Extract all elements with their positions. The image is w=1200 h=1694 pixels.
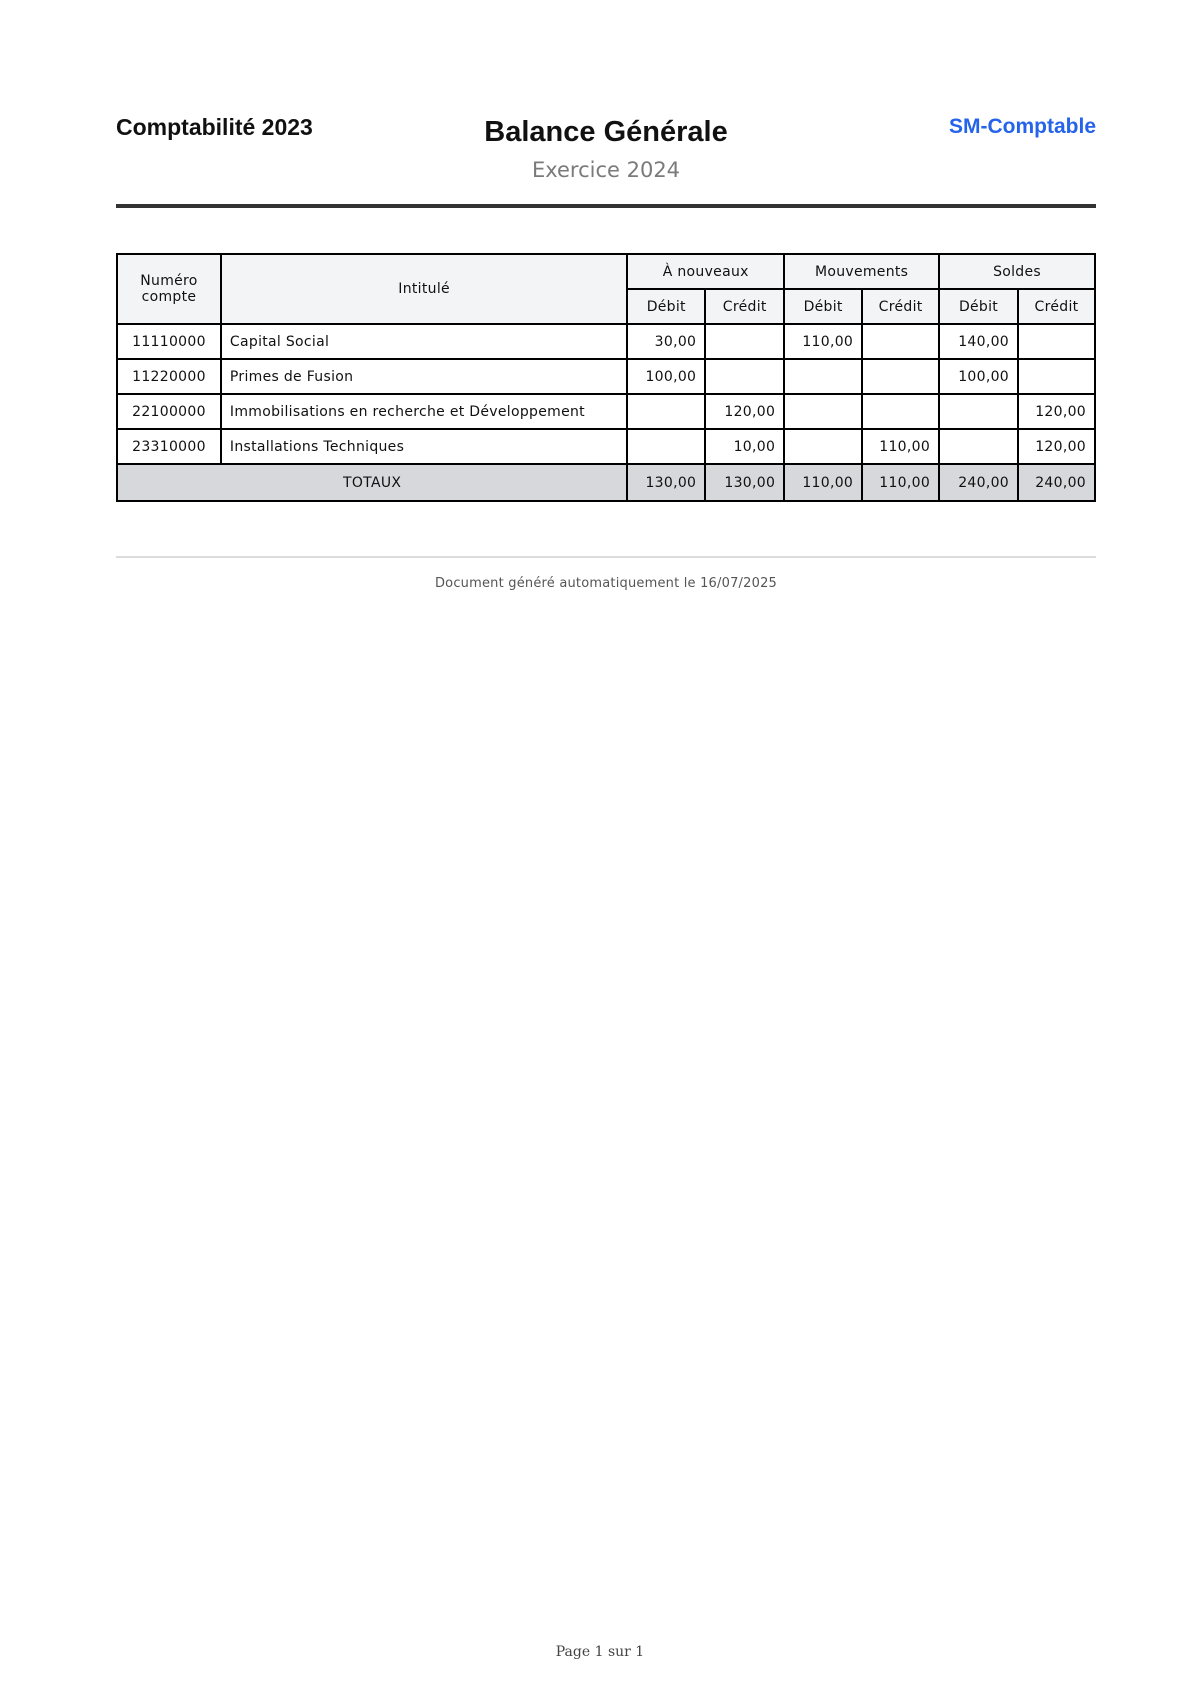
header-divider: [116, 204, 1096, 208]
header-credit: Crédit: [862, 289, 939, 324]
account-number-cell: 22100000: [117, 394, 221, 429]
header-credit: Crédit: [705, 289, 784, 324]
solde-credit-cell: [1018, 324, 1095, 359]
an-debit-cell: [627, 394, 705, 429]
header-group-a-nouveaux: À nouveaux: [627, 254, 784, 289]
mvt-credit-cell: 110,00: [862, 429, 939, 464]
an-credit-cell: 120,00: [705, 394, 784, 429]
account-label-cell: Immobilisations en recherche et Développement: [221, 394, 627, 429]
table-row: [117, 394, 1095, 429]
total-mvt-credit: 110,00: [862, 464, 939, 501]
mvt-debit-cell: [784, 359, 862, 394]
account-label-cell: Primes de Fusion: [221, 359, 627, 394]
an-credit-cell: 10,00: [705, 429, 784, 464]
header-label: Intitulé: [221, 254, 627, 324]
balance-table: [116, 253, 1096, 502]
account-number-cell: 23310000: [117, 429, 221, 464]
document-title: Balance Générale: [484, 116, 728, 148]
account-number-cell: 11110000: [117, 324, 221, 359]
header-group-mouvements: Mouvements: [784, 254, 939, 289]
header-group-soldes: Soldes: [939, 254, 1095, 289]
document-subtitle: Exercice 2024: [531, 158, 681, 182]
account-label-cell: Installations Techniques: [221, 429, 627, 464]
footer-divider: [116, 556, 1096, 558]
brand-name: SM-Comptable: [949, 115, 1096, 138]
total-an-credit: 130,00: [705, 464, 784, 501]
table-row: [117, 324, 1095, 359]
solde-debit-cell: 140,00: [939, 324, 1018, 359]
account-number-cell: 11220000: [117, 359, 221, 394]
header-debit: Débit: [627, 289, 705, 324]
generated-note: Document généré automatiquement le 16/07/2025: [434, 576, 778, 591]
total-an-debit: 130,00: [627, 464, 705, 501]
solde-credit-cell: 120,00: [1018, 394, 1095, 429]
mvt-debit-cell: 110,00: [784, 324, 862, 359]
an-credit-cell: [705, 359, 784, 394]
an-debit-cell: [627, 429, 705, 464]
table-row: [117, 429, 1095, 464]
mvt-debit-cell: [784, 429, 862, 464]
totals-row: [117, 464, 1095, 501]
header-account-number: Numéro compte: [117, 254, 221, 324]
totals-label: TOTAUX: [117, 464, 627, 501]
total-solde-credit: 240,00: [1018, 464, 1095, 501]
total-mvt-debit: 110,00: [784, 464, 862, 501]
an-debit-cell: 100,00: [627, 359, 705, 394]
account-label-cell: Capital Social: [221, 324, 627, 359]
mvt-debit-cell: [784, 394, 862, 429]
an-credit-cell: [705, 324, 784, 359]
company-title: Comptabilité 2023: [116, 114, 313, 140]
solde-debit-cell: 100,00: [939, 359, 1018, 394]
solde-credit-cell: 120,00: [1018, 429, 1095, 464]
mvt-credit-cell: [862, 324, 939, 359]
solde-debit-cell: [939, 429, 1018, 464]
header-debit: Débit: [939, 289, 1018, 324]
solde-credit-cell: [1018, 359, 1095, 394]
header-credit: Crédit: [1018, 289, 1095, 324]
document-header: [116, 108, 1096, 208]
header-debit: Débit: [784, 289, 862, 324]
page-number: Page 1 sur 1: [555, 1644, 645, 1660]
an-debit-cell: 30,00: [627, 324, 705, 359]
table-row: [117, 359, 1095, 394]
total-solde-debit: 240,00: [939, 464, 1018, 501]
solde-debit-cell: [939, 394, 1018, 429]
mvt-credit-cell: [862, 394, 939, 429]
mvt-credit-cell: [862, 359, 939, 394]
